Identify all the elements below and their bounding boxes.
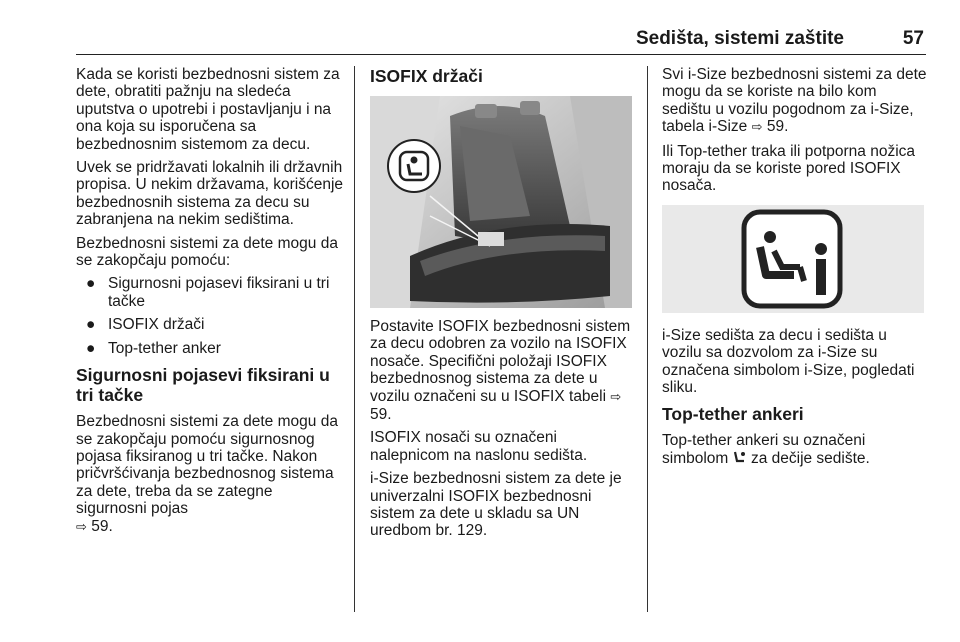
isize-symbol-icon bbox=[662, 205, 924, 313]
column-1 bbox=[76, 66, 344, 542]
top-tether-note-paragraph: Ili Top-tether traka ili potporna nožica moraju da se koriste pored ISOFIX nosača. bbox=[662, 142, 916, 195]
rear-seat-isofix-photo bbox=[370, 96, 632, 308]
isofix-label-paragraph: ISOFIX nosači su označeni nalepnicom na naslonu sedišta. bbox=[370, 429, 588, 464]
three-point-belt-heading: Sigurnosni pojasevi fiksirani u tri tačke bbox=[76, 365, 330, 406]
column-2 bbox=[370, 66, 632, 546]
isize-paragraph: i-Size bezbednosni sistem za dete je univerzalni ISOFIX bezbednosni sistem za dete u skladu sa UN uredbom br. 129. bbox=[370, 470, 622, 540]
column-divider-right bbox=[647, 66, 648, 612]
top-tether-paragraph: Top-tether ankeri su označeni simbolom za dečije sedište. bbox=[662, 432, 870, 467]
intro-paragraph: Kada se koristi bezbednosni sistem za dete, obratiti pažnju na sledeća uputstva o upotrebi i postavljanju i na ona koja su isporučena sa bezbednosnim sistemom za decu. bbox=[76, 66, 340, 153]
section-title: Sedišta, sistemi zaštite bbox=[635, 28, 844, 49]
bullet-icon: ● bbox=[86, 339, 96, 357]
page-ref: 59. bbox=[766, 118, 789, 136]
list-item: ● Sigurnosni pojasevi fiksirani u tri tačke bbox=[86, 275, 330, 310]
list-item: ● Top-tether anker bbox=[86, 339, 221, 357]
page-ref: 59. bbox=[370, 406, 392, 424]
isofix-install-paragraph: Postavite ISOFIX bezbednosni sistem za decu odobren za vozilo na ISOFIX nosače. Specifični položaji ISOFIX bezbednosnog sistema za dete u vozilu označeni su u ISOFIX tabeli ⇨ 59. bbox=[370, 318, 631, 424]
page-ref-arrow-icon: ⇨ bbox=[610, 389, 622, 405]
page-ref-arrow-icon: ⇨ bbox=[751, 120, 763, 136]
three-point-belt-paragraph: Bezbednosni sistemi za dete mogu da se zakopčaju pomoću sigurnosnog pojasa fiksiranog u tri tačke. Nakon pričvršćivanja bezbednosnog sistema za dete, treba da se zategne sigurnosni pojas ⇨ 59. bbox=[76, 413, 338, 535]
bullet-icon: ● bbox=[86, 316, 96, 334]
page-ref: 59. bbox=[91, 517, 113, 535]
isofix-heading: ISOFIX držači bbox=[370, 66, 483, 86]
isize-marking-paragraph: i-Size sedišta za decu i sedišta u vozilu sa dozvolom za i-Size su označena simbolom i-Size, pogledati sliku. bbox=[662, 326, 915, 397]
bullet-icon: ● bbox=[86, 275, 96, 293]
fastening-list bbox=[76, 275, 344, 357]
child-seat-tether-icon bbox=[733, 451, 747, 464]
fastening-paragraph: Bezbednosni sistemi za dete mogu da se zakopčaju pomoću: bbox=[76, 234, 338, 270]
page-header bbox=[76, 24, 926, 55]
page-number: 57 bbox=[902, 28, 924, 49]
page-ref-arrow-icon: ⇨ bbox=[76, 519, 87, 535]
isize-seats-paragraph: Svi i-Size bezbednosni sistemi za dete mogu da se koriste na bilo kom sedištu u vozilu pogodnom za i-Size, tabela i-Size ⇨ 59. bbox=[662, 66, 927, 136]
list-item: ● ISOFIX držači bbox=[86, 316, 205, 334]
column-divider-left bbox=[354, 66, 355, 612]
top-tether-heading: Top-tether ankeri bbox=[662, 404, 804, 425]
regulations-paragraph: Uvek se pridržavati lokalnih ili državnih propisa. U nekim državama, korišćenje bezbednosnih sistema za decu su zabranjena na nekim sedištima. bbox=[76, 159, 344, 229]
column-3 bbox=[662, 66, 928, 473]
